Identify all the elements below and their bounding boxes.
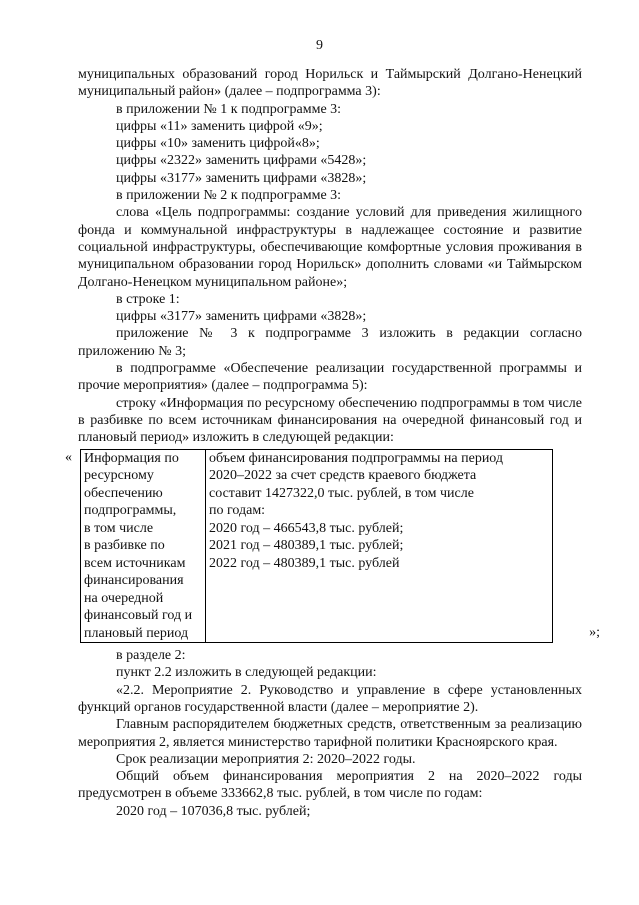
paragraphs-bottom — [78, 647, 582, 820]
paragraph: цифры «3177» заменить цифрами «3828»; — [116, 309, 367, 325]
paragraph: в разделе 2: — [116, 648, 186, 664]
paragraph: Срок реализации мероприятия 2: 2020–2022 годы. — [116, 751, 416, 767]
table-open-quote: « — [65, 449, 72, 465]
page-number: 9 — [316, 38, 323, 53]
paragraph: цифры «10» заменить цифрой«8»; — [116, 136, 320, 152]
table-cell-line: всем источникам — [84, 555, 186, 571]
paragraph: цифры «3177» заменить цифрами «3828»; — [116, 170, 367, 186]
paragraph: муниципальных образований город Норильск и Таймырский Долгано-Ненецкий муниципальный район» (далее – подпрограмма 3): — [78, 67, 582, 100]
table-cell-line: 2020–2022 за счет средств краевого бюджета — [209, 468, 477, 484]
table-cell-line: плановый период — [84, 625, 189, 641]
table-cell-line: составит 1427322,0 тыс. рублей, в том числе — [209, 485, 474, 501]
table-cell-line: 2020 год – 466543,8 тыс. рублей; — [209, 520, 404, 536]
table-cell-line: финансовый год и — [84, 608, 193, 624]
document-body — [65, 66, 600, 820]
paragraph: Главным распорядителем бюджетных средств, ответственным за реализацию мероприятия 2, является министерство тарифной политики Красноярского края. — [78, 717, 582, 750]
paragraph: в приложении № 2 к подпрограмме 3: — [116, 188, 342, 204]
paragraph: Общий объем финансирования мероприятия 2 на 2020–2022 годы предусмотрен в объеме 333662,8 тыс. рублей, в том числе по годам: — [78, 769, 582, 802]
paragraph: цифры «2322» заменить цифрами «5428»; — [116, 153, 367, 169]
table-cell-line: на очередной — [84, 590, 164, 606]
table-cell-line: по годам: — [209, 503, 266, 519]
resource-table — [80, 449, 553, 644]
table-cell-line: обеспечению — [84, 485, 163, 501]
paragraph: «2.2. Мероприятие 2. Руководство и управление в сфере установленных функций органов государственной власти (далее – мероприятие 2). — [78, 682, 582, 715]
paragraph: слова «Цель подпрограммы: создание условий для приведения жилищного фонда и коммунальной инфраструктуры в надлежащее состояние и развитие социальной инфраструктуры, обеспечивающие комфортные условия проживания в муниципальном образовании город Норильск» дополнить словами «и Таймырском Долгано-Ненецком муниципальном районе»; — [78, 205, 582, 290]
table-cell-line: 2022 год – 480389,1 тыс. рублей — [209, 555, 400, 571]
table-cell-value — [206, 449, 553, 643]
paragraph: в приложении № 1 к подпрограмме 3: — [116, 101, 342, 117]
table-cell-line: в разбивке по — [84, 538, 165, 554]
paragraph: в подпрограмме «Обеспечение реализации государственной программы и прочие мероприятия» (далее – подпрограмма 5): — [78, 361, 582, 394]
table-cell-label — [81, 449, 206, 643]
table-cell-line: 2021 год – 480389,1 тыс. рублей; — [209, 538, 404, 554]
table-cell-line: объем финансирования подпрограммы на период — [209, 450, 504, 466]
paragraph: цифры «11» заменить цифрой «9»; — [116, 118, 323, 134]
resource-table-block — [65, 449, 600, 644]
table-cell-line: подпрограммы, — [84, 503, 177, 519]
paragraph: в строке 1: — [116, 291, 180, 307]
table-cell-line: финансирования — [84, 573, 184, 589]
table-cell-line: Информация по — [84, 450, 179, 466]
paragraph: пункт 2.2 изложить в следующей редакции: — [116, 665, 377, 681]
paragraph: приложение № 3 к подпрограмме 3 изложить в редакции согласно приложению № 3; — [78, 326, 582, 359]
table-close-quote: »; — [589, 624, 600, 640]
paragraphs-top — [78, 66, 582, 447]
table-cell-line: в том числе — [84, 520, 154, 536]
paragraph: 2020 год – 107036,8 тыс. рублей; — [116, 803, 311, 819]
paragraph: строку «Информация по ресурсному обеспечению подпрограммы в том числе в разбивке по всем источникам финансирования на очередной финансовый год и плановый период» изложить в следующей редакции: — [78, 395, 582, 446]
table-cell-line: ресурсному — [84, 468, 154, 484]
table-row — [81, 449, 553, 643]
